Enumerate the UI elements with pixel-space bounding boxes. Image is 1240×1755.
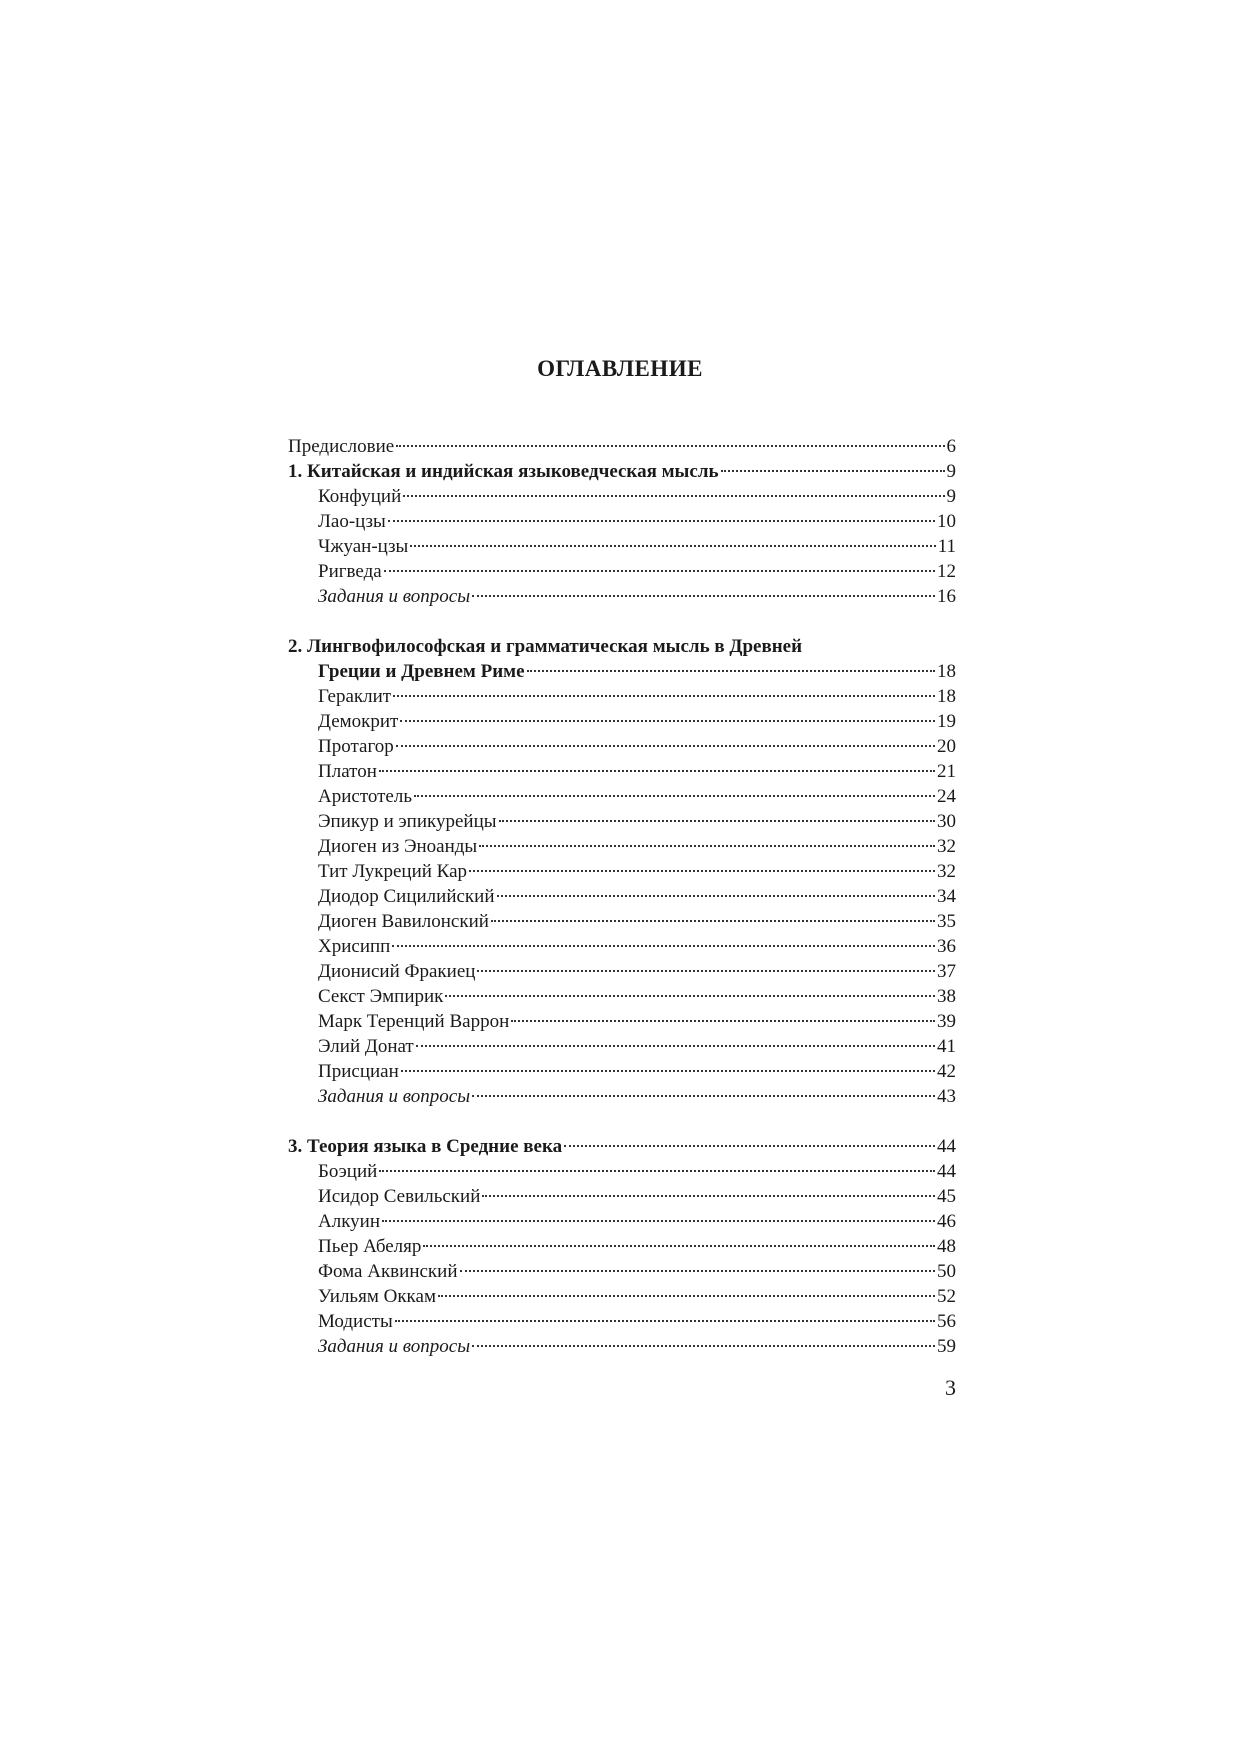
toc-entry[interactable] bbox=[288, 459, 956, 484]
toc-entry[interactable] bbox=[288, 1234, 956, 1259]
toc-entry[interactable] bbox=[288, 659, 956, 684]
toc-entry-page: 46 bbox=[937, 1211, 956, 1232]
dot-leader bbox=[401, 1070, 935, 1072]
dot-leader bbox=[479, 845, 935, 847]
dot-leader bbox=[395, 1320, 935, 1322]
toc-entry-label: Предисловие bbox=[288, 436, 395, 457]
toc-entry-label: Демокрит bbox=[318, 711, 399, 732]
toc-entry[interactable] bbox=[288, 784, 956, 809]
toc-entry[interactable] bbox=[288, 1009, 956, 1034]
toc-entry-page: 18 bbox=[937, 661, 956, 682]
dot-leader bbox=[472, 1345, 935, 1347]
toc-entry-page: 34 bbox=[937, 886, 956, 907]
dot-leader bbox=[410, 545, 935, 547]
toc-entry[interactable] bbox=[288, 1084, 956, 1109]
dot-leader bbox=[403, 495, 944, 497]
toc-entry-label: Тит Лукреций Кар bbox=[318, 861, 468, 882]
dot-leader bbox=[499, 820, 936, 822]
dot-leader bbox=[721, 470, 945, 472]
toc-entry-page: 18 bbox=[937, 686, 956, 707]
toc-entry[interactable] bbox=[288, 734, 956, 759]
dot-leader bbox=[477, 970, 935, 972]
dot-leader bbox=[400, 720, 935, 722]
toc-entry[interactable] bbox=[288, 909, 956, 934]
toc-entry-label: Задания и вопросы bbox=[318, 1336, 471, 1357]
toc-entry-label: Модисты bbox=[318, 1311, 393, 1332]
page-number: 3 bbox=[945, 1375, 956, 1400]
toc-entry[interactable] bbox=[288, 1259, 956, 1284]
toc-entry[interactable] bbox=[288, 1034, 956, 1059]
toc-entry[interactable] bbox=[288, 1184, 956, 1209]
toc-entry[interactable] bbox=[288, 1284, 956, 1309]
toc-entry[interactable] bbox=[288, 534, 956, 559]
dot-leader bbox=[384, 570, 935, 572]
toc-entry-page: 10 bbox=[937, 511, 956, 532]
toc-entry-page: 39 bbox=[937, 1011, 956, 1032]
dot-leader bbox=[445, 995, 935, 997]
toc-entry-label: Элий Донат bbox=[318, 1036, 414, 1057]
toc-entry-page: 20 bbox=[937, 736, 956, 757]
toc-entry-label: Задания и вопросы bbox=[318, 586, 471, 607]
toc-entry-page: 32 bbox=[937, 861, 956, 882]
toc-entry-label: Аристотель bbox=[318, 786, 413, 807]
toc-entry[interactable] bbox=[288, 834, 956, 859]
toc-entry-page: 36 bbox=[937, 936, 956, 957]
toc-entry[interactable] bbox=[288, 434, 956, 459]
dot-leader bbox=[423, 1245, 935, 1247]
toc-entry-label: Диоген Вавилонский bbox=[318, 911, 489, 932]
toc-entry-label: 2. Лингвофилософская и грамматическая мысль в Древней bbox=[288, 636, 803, 657]
toc-entry-label: Лао-цзы bbox=[318, 511, 386, 532]
toc-entry-page: 21 bbox=[937, 761, 956, 782]
toc-entry-page: 37 bbox=[937, 961, 956, 982]
dot-leader bbox=[469, 870, 935, 872]
toc-entry-page: 19 bbox=[937, 711, 956, 732]
toc-entry[interactable] bbox=[288, 1334, 956, 1359]
toc-entry-label: Марк Теренций Варрон bbox=[318, 1011, 510, 1032]
section-gap bbox=[288, 609, 956, 634]
toc-entry-label: Алкуин bbox=[318, 1211, 381, 1232]
toc-entry[interactable] bbox=[288, 634, 956, 659]
toc-entry[interactable] bbox=[288, 984, 956, 1009]
toc-entry-label: Платон bbox=[318, 761, 377, 782]
toc-entry-page: 41 bbox=[937, 1036, 956, 1057]
dot-leader bbox=[482, 1195, 935, 1197]
toc-entry[interactable] bbox=[288, 1309, 956, 1334]
toc-entry-page: 56 bbox=[937, 1311, 956, 1332]
toc-entry-page: 45 bbox=[937, 1186, 956, 1207]
toc-entry[interactable] bbox=[288, 709, 956, 734]
toc-entry-label: Фома Аквинский bbox=[318, 1261, 458, 1282]
dot-leader bbox=[382, 1220, 935, 1222]
toc-entry-page: 43 bbox=[937, 1086, 956, 1107]
toc-entry-label: Задания и вопросы bbox=[318, 1086, 471, 1107]
toc-entry-page: 24 bbox=[937, 786, 956, 807]
toc-entry-page: 12 bbox=[937, 561, 956, 582]
toc-entry[interactable] bbox=[288, 484, 956, 509]
toc-entry-label: Присциан bbox=[318, 1061, 399, 1082]
dot-leader bbox=[472, 595, 935, 597]
toc-entry-page: 9 bbox=[946, 461, 956, 482]
toc-entry[interactable] bbox=[288, 884, 956, 909]
toc-entry[interactable] bbox=[288, 959, 956, 984]
toc-entry-label: Диоген из Эноанды bbox=[318, 836, 478, 857]
toc-entry[interactable] bbox=[288, 1209, 956, 1234]
toc-entry[interactable] bbox=[288, 684, 956, 709]
section-gap bbox=[288, 1109, 956, 1134]
toc-entry[interactable] bbox=[288, 559, 956, 584]
toc-entry-page: 35 bbox=[937, 911, 956, 932]
toc-entry-label: Чжуан-цзы bbox=[318, 536, 409, 557]
toc-entry[interactable] bbox=[288, 759, 956, 784]
dot-leader bbox=[491, 920, 935, 922]
toc-entry-label: Ригведа bbox=[318, 561, 382, 582]
toc-entry-page: 48 bbox=[937, 1236, 956, 1257]
toc-entry-label: 3. Теория языка в Средние века bbox=[288, 1136, 563, 1157]
toc-entry-page: 16 bbox=[937, 586, 956, 607]
toc-entry-label: Исидор Севильский bbox=[318, 1186, 481, 1207]
dot-leader bbox=[388, 520, 935, 522]
toc-entry[interactable] bbox=[288, 809, 956, 834]
toc-entry-label: Греции и Древнем Риме bbox=[318, 661, 525, 682]
toc-entry-label: Эпикур и эпикурейцы bbox=[318, 811, 497, 832]
toc-entry-page: 9 bbox=[946, 486, 956, 507]
dot-leader bbox=[527, 670, 935, 672]
toc-entry-page: 32 bbox=[937, 836, 956, 857]
toc-entry[interactable] bbox=[288, 584, 956, 609]
toc-entry-page: 6 bbox=[946, 436, 956, 457]
page-title: ОГЛАВЛЕНИЕ bbox=[537, 356, 703, 381]
toc-entry[interactable] bbox=[288, 859, 956, 884]
dot-leader bbox=[564, 1145, 935, 1147]
dot-leader bbox=[393, 695, 935, 697]
toc-entry-label: Гераклит bbox=[318, 686, 392, 707]
toc-entry[interactable] bbox=[288, 934, 956, 959]
dot-leader bbox=[396, 445, 944, 447]
dot-leader bbox=[392, 945, 935, 947]
toc-entry-label: Боэций bbox=[318, 1161, 378, 1182]
toc-entry-page: 44 bbox=[937, 1161, 956, 1182]
toc-entry-label: Конфуций bbox=[318, 486, 402, 507]
dot-leader bbox=[438, 1295, 935, 1297]
dot-leader bbox=[379, 770, 935, 772]
toc-entry[interactable] bbox=[288, 1059, 956, 1084]
dot-leader bbox=[416, 1045, 935, 1047]
toc-entry-page: 59 bbox=[937, 1336, 956, 1357]
toc-entry-label: Хрисипп bbox=[318, 936, 391, 957]
toc-entry-label: Секст Эмпирик bbox=[318, 986, 444, 1007]
dot-leader bbox=[379, 1170, 935, 1172]
dot-leader bbox=[511, 1020, 935, 1022]
toc-entry-page: 50 bbox=[937, 1261, 956, 1282]
toc-entry[interactable] bbox=[288, 509, 956, 534]
dot-leader bbox=[460, 1270, 936, 1272]
toc-entry-label: Протагор bbox=[318, 736, 394, 757]
toc-entry-page: 44 bbox=[937, 1136, 956, 1157]
dot-leader bbox=[396, 745, 935, 747]
toc-entry-label: 1. Китайская и индийская языковедческая мысль bbox=[288, 461, 719, 482]
toc-entry-page: 42 bbox=[937, 1061, 956, 1082]
toc-entry-page: 30 bbox=[937, 811, 956, 832]
toc-entry-label: Пьер Абеляр bbox=[318, 1236, 422, 1257]
toc-entry-label: Уильям Оккам bbox=[318, 1286, 436, 1307]
table-of-contents bbox=[288, 434, 956, 1359]
toc-entry-page: 11 bbox=[937, 536, 956, 557]
toc-entry-page: 52 bbox=[937, 1286, 956, 1307]
toc-entry-label: Диодор Сицилийский bbox=[318, 886, 495, 907]
dot-leader bbox=[497, 895, 936, 897]
toc-entry-page: 38 bbox=[937, 986, 956, 1007]
toc-entry[interactable] bbox=[288, 1159, 956, 1184]
toc-entry-label: Дионисий Фракиец bbox=[318, 961, 476, 982]
toc-entry[interactable] bbox=[288, 1134, 956, 1159]
dot-leader bbox=[414, 795, 935, 797]
dot-leader bbox=[472, 1095, 935, 1097]
